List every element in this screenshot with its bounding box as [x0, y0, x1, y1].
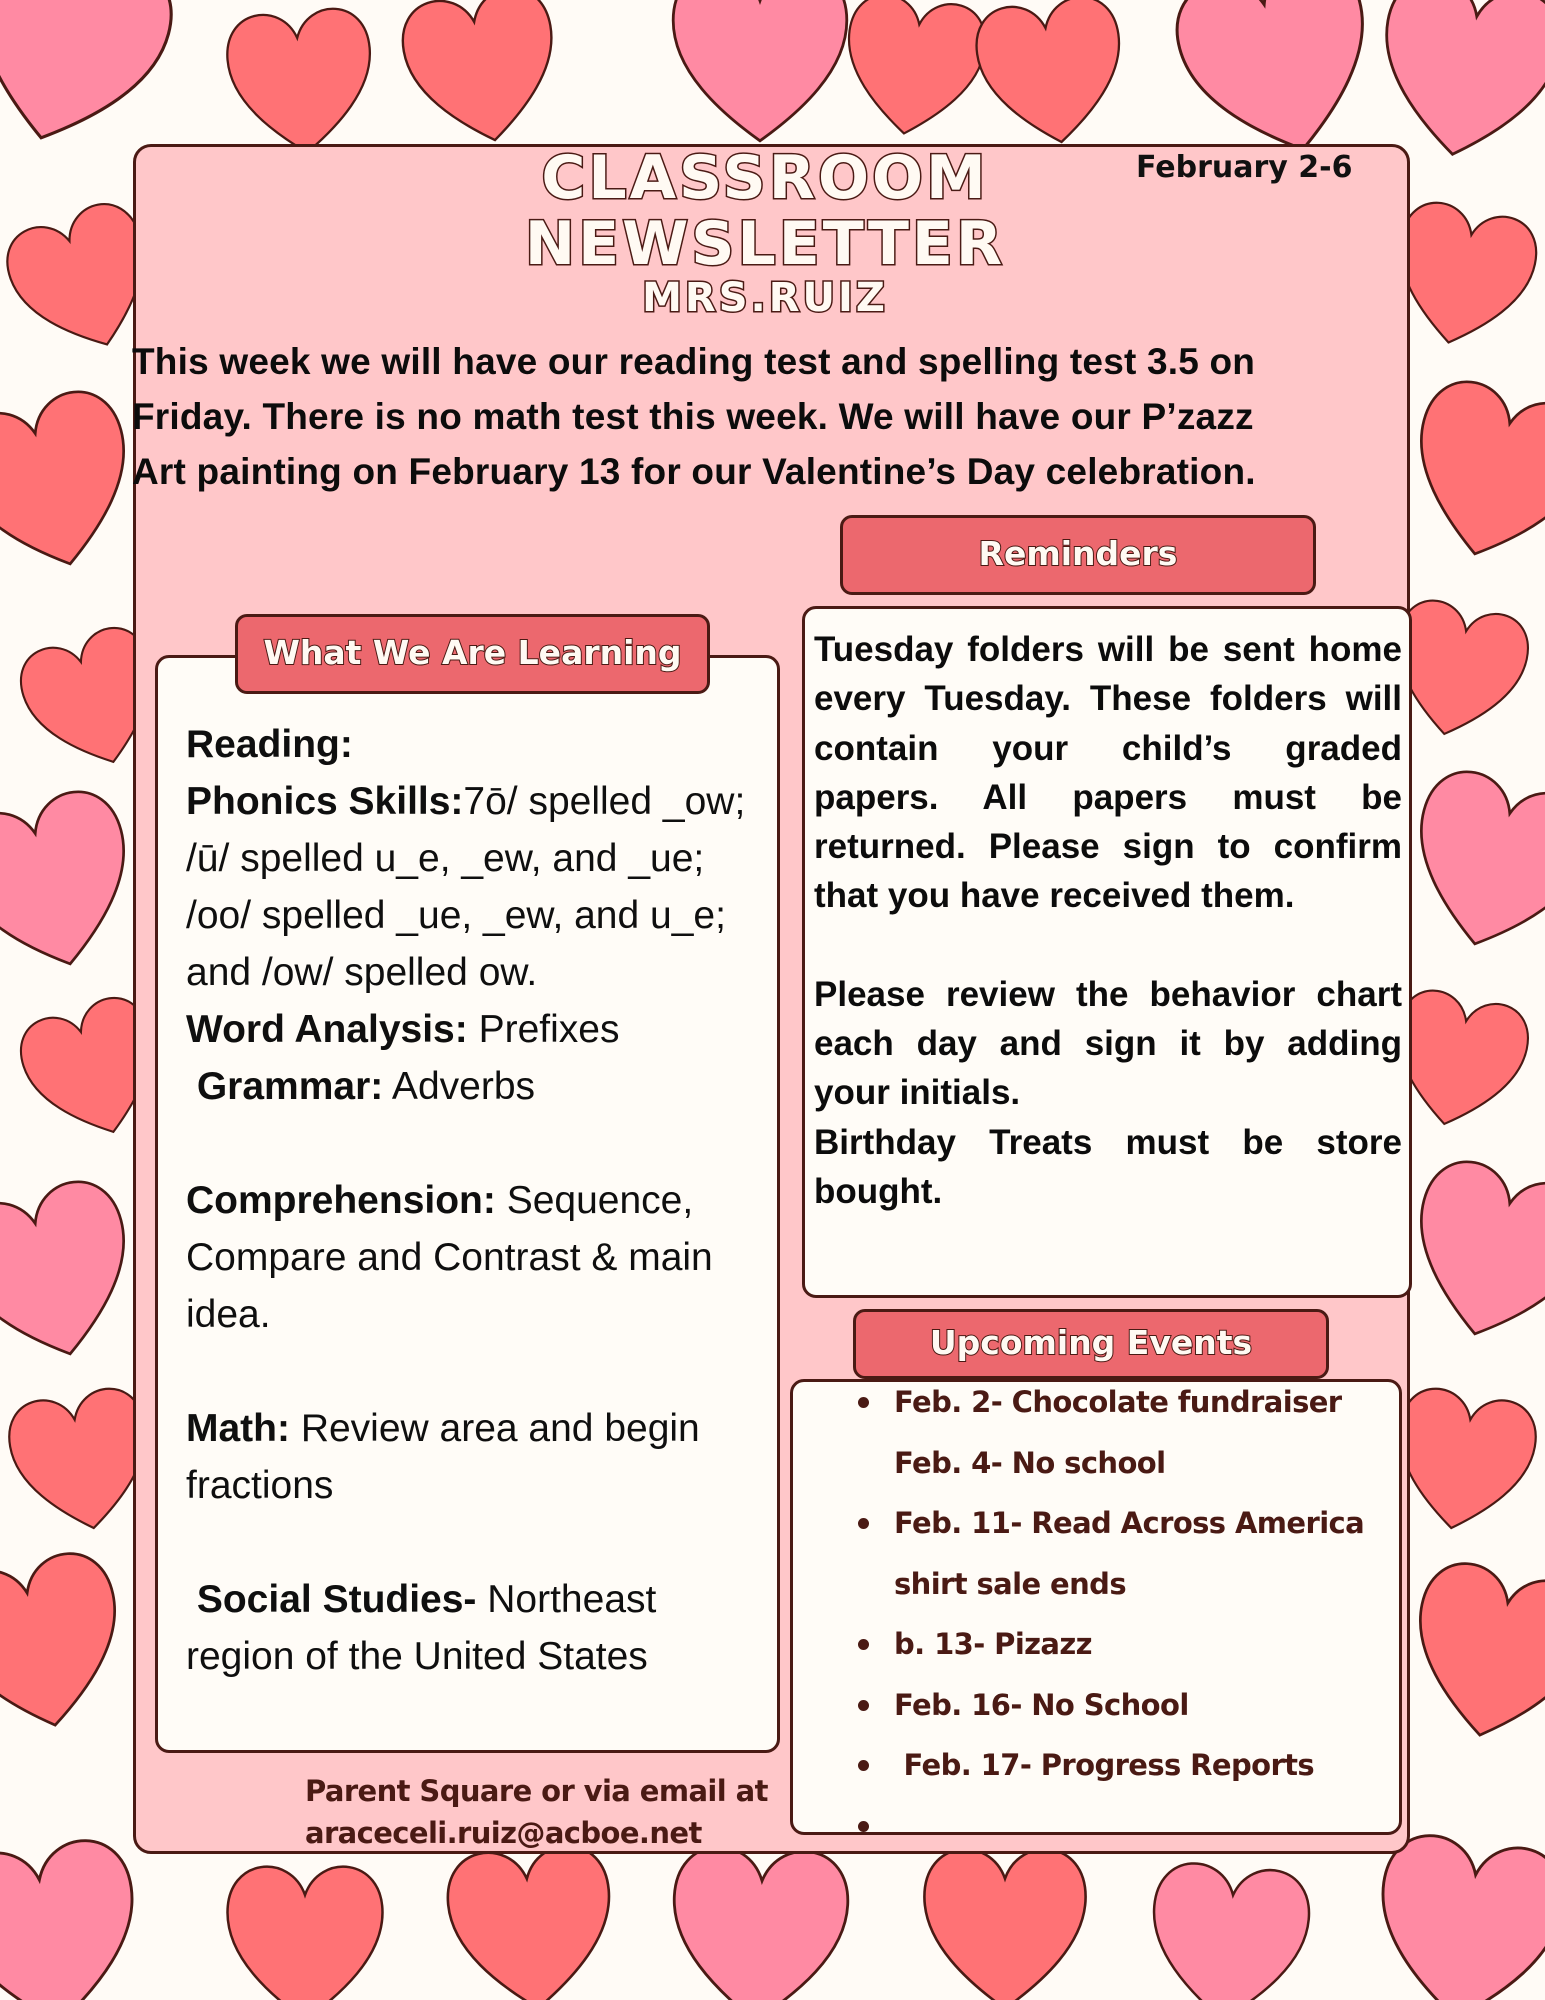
- event-item: Feb. 4- No school: [894, 1445, 1166, 1480]
- intro-paragraph: [132, 334, 1402, 499]
- heart-icon: [924, 1849, 1085, 2000]
- heart-icon: [0, 382, 151, 585]
- heart-icon: [444, 1842, 618, 2000]
- event-item: Feb. 11- Read Across America: [840, 1493, 1410, 1554]
- math-label: Math:: [186, 1407, 290, 1450]
- math-text: Review area and begin fractions: [186, 1407, 700, 1507]
- heart-icon: [1398, 1556, 1545, 1753]
- reminder-birthday-treats: Birthday Treats must be store bought.: [814, 1122, 1402, 1211]
- heart-icon: [1394, 762, 1545, 965]
- contact-line: Parent Square or via email at: [305, 1774, 768, 1808]
- event-item-empty: [840, 1796, 1410, 1856]
- heart-icon: [0, 782, 151, 985]
- heart-icon: [0, 1835, 149, 2000]
- heart-icon: [971, 0, 1132, 152]
- title-line-newsletter: NEWSLETTER: [524, 209, 1006, 279]
- comprehension-label: Comprehension:: [186, 1179, 496, 1222]
- word-analysis-text: Prefixes: [467, 1008, 620, 1051]
- heart-icon: [1145, 1860, 1313, 2000]
- word-analysis-label: Word Analysis:: [186, 1008, 468, 1051]
- reminder-behavior-chart: Please review the behavior chart each day and sign it by adding your initials.: [814, 974, 1402, 1113]
- heart-icon: [0, 0, 183, 163]
- contact-info: [305, 1770, 768, 1854]
- learning-heading: What We Are Learning: [235, 614, 710, 694]
- title-line-classroom: CLASSROOM: [541, 143, 989, 213]
- reminders-content: [814, 625, 1402, 1216]
- social-studies-label: Social Studies-: [186, 1578, 477, 1621]
- heart-icon: [673, 0, 847, 141]
- event-item: shirt sale ends: [894, 1566, 1126, 1601]
- contact-email[interactable]: araceceli.ruiz@acboe.net: [305, 1816, 702, 1850]
- reminder-folders: Tuesday folders will be sent home every Tuesday. These folders will contain your child’s graded papers. All papers must be returned. Please sign to confirm that you have received them.: [814, 630, 1402, 916]
- teacher-name: MRS.RUIZ: [642, 275, 888, 321]
- reading-label: Reading:: [186, 723, 353, 766]
- event-item: Feb. 17- Progress Reports: [840, 1735, 1410, 1796]
- events-list: [840, 1372, 1410, 1856]
- reminders-heading: Reminders: [840, 515, 1316, 595]
- intro-line: Friday. There is no math test this week. We will have our P’zazz: [132, 396, 1254, 437]
- event-item: b. 13- Pizazz: [840, 1614, 1410, 1675]
- events-heading: Upcoming Events: [853, 1309, 1329, 1379]
- heart-icon: [1394, 1152, 1545, 1355]
- newsletter-title: [480, 143, 1050, 321]
- heart-icon: [224, 6, 378, 159]
- intro-line: Art painting on February 13 for our Valentine’s Day celebration.: [132, 451, 1256, 492]
- heart-icon: [396, 0, 568, 153]
- event-item: Feb. 2- Chocolate fundraiser: [840, 1372, 1410, 1433]
- comprehension-text: Sequence, Compare and Contrast & main idea.: [186, 1179, 713, 1336]
- phonics-label: Phonics Skills:: [186, 780, 464, 823]
- intro-line: This week we will have our reading test and spelling test 3.5 on: [132, 341, 1256, 382]
- heart-icon: [836, 0, 990, 143]
- grammar-label: Grammar:: [186, 1065, 384, 1108]
- learning-content: [186, 716, 766, 1685]
- heart-icon: [228, 1867, 383, 2000]
- social-studies-text: Northeast region of the United States: [186, 1578, 668, 1678]
- date-range: February 2-6: [1136, 150, 1353, 185]
- event-item: Feb. 16- No School: [840, 1675, 1410, 1736]
- grammar-text: Adverbs: [383, 1065, 536, 1108]
- phonics-text: 7ō/ spelled _ow; /ū/ spelled u_e, _ew, and _ue; /oo/ spelled _ue, _ew, and u_e; and /ow/ spelled ow.: [186, 780, 746, 994]
- heart-icon: [0, 1172, 151, 1375]
- heart-icon: [1394, 372, 1545, 575]
- heart-icon: [0, 1546, 137, 1743]
- heart-icon: [668, 1845, 850, 2000]
